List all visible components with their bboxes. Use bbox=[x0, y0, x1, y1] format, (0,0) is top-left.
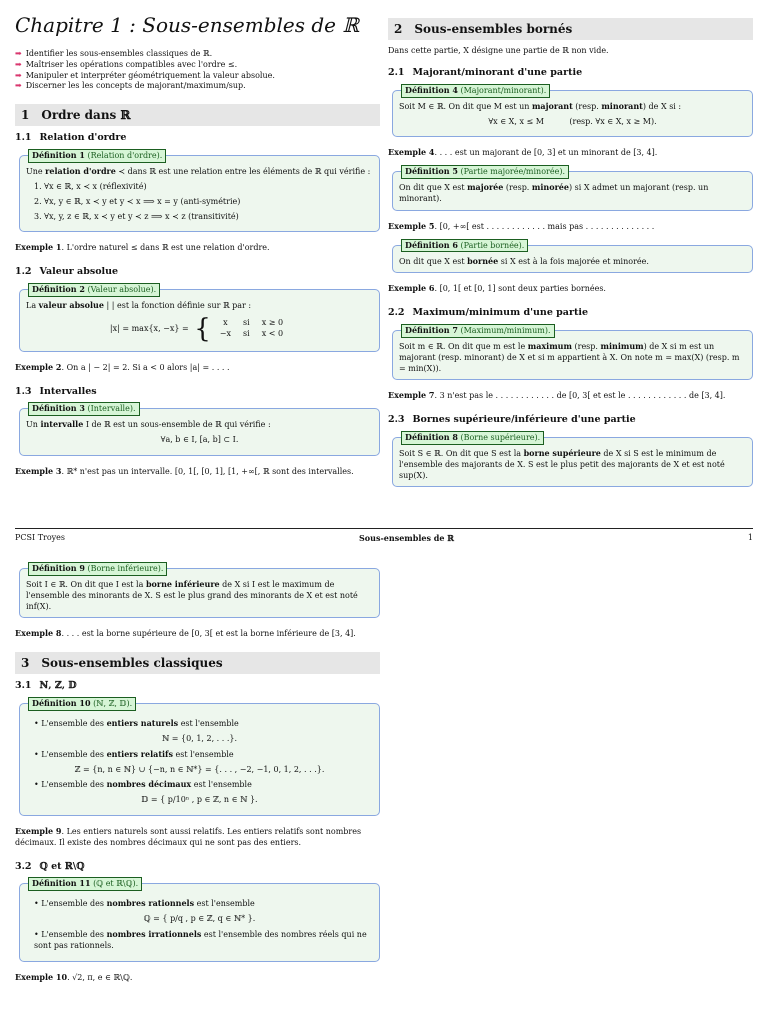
page-title: Chapitre 1 : Sous-ensembles de ℝ bbox=[15, 13, 359, 37]
example-7: Exemple 7. 3 n'est pas le . . . . . . . . . . . . de [0, 3[ et est le . . . . . . . . . . . . de [3, 4]. bbox=[388, 390, 726, 401]
subsection-heading-1-2: 1.2 Valeur absolue bbox=[15, 266, 119, 278]
example-5: Exemple 5. [0, +∞[ est . . . . . . . . . . . . mais pas . . . . . . . . . . . . . . bbox=[388, 220, 655, 231]
footer-left: PCSI Troyes bbox=[15, 532, 66, 542]
subsection-heading-3-1: 3.1 ℕ, ℤ, 𝔻 bbox=[15, 680, 77, 692]
page2-column bbox=[15, 558, 380, 995]
subsection-heading-2-2: 2.2 Maximum/minimum d'une partie bbox=[388, 307, 589, 319]
naturals-formula: ℕ = {0, 1, 2, . . .}. bbox=[161, 733, 238, 743]
arrow-icon: ➡ bbox=[15, 70, 22, 80]
section-heading-2: 2 Sous-ensembles bornés bbox=[388, 18, 753, 40]
definition-text: On dit que X est bornée si X est à la fois majorée et minorée. bbox=[399, 255, 649, 266]
bullet-item: • L'ensemble des entiers naturels est l'ensemble bbox=[34, 718, 373, 730]
definition-tag: Définition 9 (Borne inférieure). bbox=[28, 562, 167, 576]
objective-item: ➡ Identifier les sous-ensembles classiques de ℝ. bbox=[15, 49, 213, 58]
definition-text: Soit m ∈ ℝ. On dit que m est le maximum (resp. minimum) de X si m est un majorant (resp. minorant) de X et si m appartient à X. On note m = max(X) (resp. m = min(X)). bbox=[399, 340, 740, 373]
definition-text: Une relation d'ordre ≺ dans ℝ est une relation entre les éléments de ℝ qui vérifie : bbox=[26, 166, 371, 177]
subsection-heading-2-1: 2.1 Majorant/minorant d'une partie bbox=[388, 66, 583, 78]
section-heading-3: 3 Sous-ensembles classiques bbox=[15, 652, 380, 674]
definition-box-3 bbox=[19, 403, 380, 456]
example-2: Exemple 2. On a | − 2| = 2. Si a < 0 alors |a| = . . . . bbox=[15, 361, 230, 372]
definition-tag: Définition 6 (Partie bornée). bbox=[401, 239, 528, 253]
arrow-icon: ➡ bbox=[15, 81, 22, 91]
definition-box-9 bbox=[19, 563, 380, 618]
definition-tag: Définition 10 (ℕ, ℤ, 𝔻). bbox=[28, 697, 136, 711]
definition-list-item: 1. ∀x ∈ ℝ, x ≺ x (réflexivité) bbox=[34, 181, 147, 191]
majorant-formula: ∀x ∈ X, x ≤ M (resp. ∀x ∈ X, x ≥ M). bbox=[488, 116, 657, 126]
page-number: 1 bbox=[747, 532, 753, 542]
definition-list-item: 3. ∀x, y, z ∈ ℝ, x ≺ y et y ≺ z ⟹ x ≺ z (transitivité) bbox=[34, 211, 239, 221]
example-1: Exemple 1. L'ordre naturel ≤ dans ℝ est une relation d'ordre. bbox=[15, 242, 270, 253]
example-9: Exemple 9. Les entiers naturels sont aussi relatifs. Les entiers relatifs sont nombres décimaux. Il existe des nombres décimaux qui ne sont pas des entiers. bbox=[15, 825, 362, 847]
definition-tag: Définition 2 (Valeur absolue). bbox=[28, 283, 160, 297]
definition-text: La valeur absolue | | est la fonction définie sur ℝ par : bbox=[26, 299, 252, 310]
section-heading-1: 1 Ordre dans ℝ bbox=[15, 104, 380, 126]
arrow-icon: ➡ bbox=[15, 59, 22, 69]
definition-box-10 bbox=[19, 698, 380, 816]
definition-box-4 bbox=[392, 84, 753, 138]
definition-tag: Définition 3 (Intervalle). bbox=[28, 402, 140, 416]
definition-box-8 bbox=[392, 431, 753, 487]
bullet-item: • L'ensemble des nombres décimaux est l'ensemble bbox=[34, 779, 373, 791]
arrow-icon: ➡ bbox=[15, 49, 22, 58]
subsection-heading-3-2: 3.2 ℚ et ℝ\ℚ bbox=[15, 860, 85, 872]
definition-tag: Définition 8 (Borne supérieure). bbox=[401, 431, 544, 445]
definition-tag: Définition 11 (ℚ et ℝ\ℚ). bbox=[28, 877, 142, 891]
interval-formula: ∀a, b ∈ I, [a, b] ⊂ I. bbox=[160, 435, 239, 445]
definition-box-6 bbox=[392, 239, 753, 274]
definition-tag: Définition 1 (Relation d'ordre). bbox=[28, 149, 166, 163]
rationals-formula: ℚ = { p/q , p ∈ ℤ, q ∈ ℕ* }. bbox=[143, 914, 256, 924]
section-intro: Dans cette partie, X désigne une partie de ℝ non vide. bbox=[388, 46, 609, 56]
absolute-value-formula: |x| = max{x, −x} = { x si x ≥ 0 −x si x < 0 bbox=[109, 313, 284, 344]
definition-tag: Définition 4 (Majorant/minorant). bbox=[401, 84, 550, 98]
definition-box-7 bbox=[392, 324, 753, 380]
subsection-heading-1-1: 1.1 Relation d'ordre bbox=[15, 132, 127, 144]
definition-text: Un intervalle I de ℝ est un sous-ensemble de ℝ qui vérifie : bbox=[26, 419, 271, 430]
objectives-list bbox=[15, 49, 380, 92]
example-6: Exemple 6. [0, 1[ et [0, 1] sont deux parties bornées. bbox=[388, 283, 606, 294]
definition-box-2 bbox=[19, 283, 380, 352]
page-footer bbox=[15, 528, 753, 545]
subsection-heading-2-3: 2.3 Bornes supérieure/inférieure d'une partie bbox=[388, 414, 636, 426]
definition-list-item: 2. ∀x, y ∈ ℝ, x ≺ y et y ≺ x ⟹ x = y (anti-symétrie) bbox=[34, 196, 241, 206]
page1-left-column bbox=[15, 12, 380, 490]
footer-center: Sous-ensembles de ℝ bbox=[359, 532, 454, 543]
definition-text: Soit M ∈ ℝ. On dit que M est un majorant (resp. minorant) de X si : bbox=[399, 100, 682, 111]
bullet-item: • L'ensemble des nombres rationnels est l'ensemble bbox=[34, 898, 373, 910]
decimals-formula: 𝔻 = { p/10ⁿ , p ∈ ℤ, n ∈ ℕ }. bbox=[141, 795, 258, 805]
example-10: Exemple 10. √2, π, e ∈ ℝ\ℚ. bbox=[15, 971, 133, 982]
definition-text: Soit S ∈ ℝ. On dit que S est la borne supérieure de X si S est le minimum de l'ensemble des majorants de X. S est le plus petit des majorants de X et est noté sup(X). bbox=[399, 447, 725, 480]
objective-item: ➡ Manipuler et interpréter géométriquement la valeur absolue. bbox=[15, 70, 275, 80]
integers-formula: ℤ = {n, n ∈ ℕ} ∪ {−n, n ∈ ℕ*} = {. . . , −2, −1, 0, 1, 2, . . .}. bbox=[74, 764, 325, 774]
objective-item: ➡ Maîtriser les opérations compatibles avec l'ordre ≤. bbox=[15, 59, 238, 69]
example-4: Exemple 4. . . . est un majorant de [0, 3] et un minorant de [3, 4]. bbox=[388, 147, 658, 158]
example-8: Exemple 8. . . . est la borne supérieure de [0, 3[ et est la borne inférieure de [3, 4]. bbox=[15, 628, 356, 639]
definition-text: Soit I ∈ ℝ. On dit que I est la borne inférieure de X si I est le maximum de l'ensemble des minorants de X. S est le plus grand des minorants de X et est noté inf(X). bbox=[26, 579, 358, 611]
example-3: Exemple 3. ℝ* n'est pas un intervalle. [0, 1[, [0, 1], [1, +∞[, ℝ sont des intervalles. bbox=[15, 465, 354, 476]
definition-tag: Définition 7 (Maximum/minimum). bbox=[401, 324, 555, 338]
bullet-item: • L'ensemble des entiers relatifs est l'ensemble bbox=[34, 749, 373, 761]
definition-box-11 bbox=[19, 878, 380, 961]
subsection-heading-1-3: 1.3 Intervalles bbox=[15, 385, 97, 397]
definition-tag: Définition 5 (Partie majorée/minorée). bbox=[401, 165, 569, 179]
page1-right-column bbox=[388, 18, 753, 497]
bullet-item: • L'ensemble des nombres irrationnels est l'ensemble des nombres réels qui ne sont pas rationnels. bbox=[34, 929, 373, 952]
definition-text: On dit que X est majorée (resp. minorée) si X admet un majorant (resp. un minorant). bbox=[399, 182, 709, 203]
definition-box-5 bbox=[392, 166, 753, 211]
objective-item: ➡ Discerner les les concepts de majorant/maximum/sup. bbox=[15, 81, 246, 91]
definition-box-1 bbox=[19, 150, 380, 232]
